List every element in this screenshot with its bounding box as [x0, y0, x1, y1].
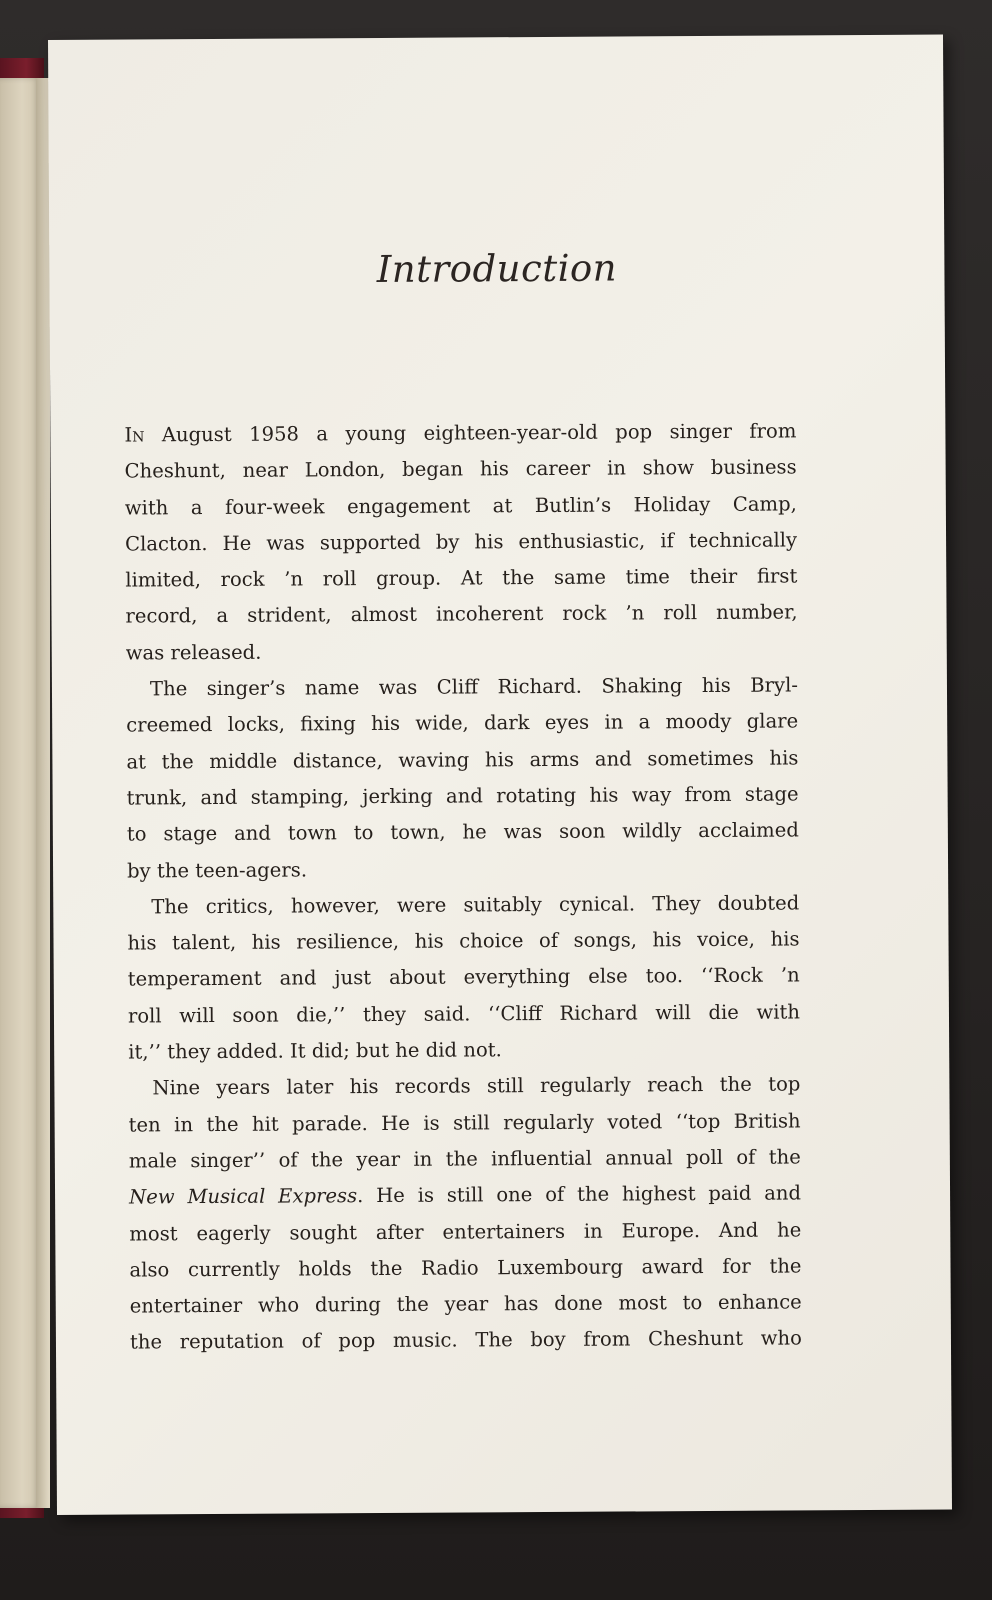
text-line: at the middle distance, waving his arms and sometimes his	[126, 746, 799, 774]
paragraph-1	[124, 413, 798, 671]
chapter-title: Introduction	[376, 246, 618, 291]
text-line: it,’’ they added. It did; but he did not.	[128, 1038, 502, 1064]
text-line: limited, rock ’n roll group. At the same time their first	[125, 564, 798, 592]
text-line: most eagerly sought after entertainers in Europe. And he	[129, 1217, 802, 1246]
text-line: roll will soon die,’’ they said. ‘‘Cliff Richard will die with	[127, 1000, 801, 1028]
text-line: to stage and town to town, he was soon wildly acclaimed	[126, 818, 799, 846]
text-line: ten in the hit parade. He is still regularly voted ‘‘top British	[128, 1109, 801, 1137]
text-line: The critics, however, were suitably cynical. They doubted	[151, 891, 800, 919]
text-line: The singer’s name was Cliff Richard. Shaking his Bryl-	[149, 673, 799, 701]
text-line	[124, 413, 796, 453]
paragraph-4	[128, 1067, 802, 1361]
paragraph-3	[127, 885, 800, 1071]
magazine-title: New Musical Express	[129, 1184, 358, 1209]
body-text	[124, 413, 802, 1361]
text-line: Nine years later his records still regularly reach the top	[152, 1072, 801, 1100]
text-line: trunk, and stamping, jerking and rotating his way from stage	[126, 782, 799, 810]
line-text: . He is still one of the highest paid and	[357, 1181, 802, 1208]
text-line: Cheshunt, near London, began his career in show business	[124, 455, 797, 483]
text-line: his talent, his resilience, his choice of songs, his voice, his	[127, 927, 800, 955]
left-page-edge	[0, 78, 40, 1508]
text-line: record, a strident, almost incoherent rock ’n roll number,	[125, 600, 798, 629]
text-line: male singer’’ of the year in the influential annual poll of the	[128, 1145, 801, 1173]
drop-word: In	[124, 423, 145, 447]
line-text: August 1958 a young eighteen-year-old pop singer from	[144, 419, 797, 447]
paragraph-2	[126, 668, 799, 890]
book-page	[48, 35, 952, 1515]
text-line: temperament and just about everything else too. ‘‘Rock ’n	[127, 963, 800, 991]
text-line: creemed locks, fixing his wide, dark eyes in a moody glare	[126, 709, 799, 737]
text-line: entertainer who during the year has done most to enhance	[129, 1290, 802, 1318]
text-line: the reputation of pop music. The boy from Cheshunt who	[129, 1326, 803, 1354]
text-line	[129, 1176, 801, 1216]
book-gutter	[36, 78, 50, 1508]
text-line: also currently holds the Radio Luxembourg award for the	[129, 1254, 802, 1282]
text-line: Clacton. He was supported by his enthusiastic, if technically	[125, 528, 798, 556]
text-line: was released.	[125, 640, 262, 665]
text-line: by the teen-agers.	[127, 857, 308, 883]
text-line: with a four-week engagement at Butlin’s Holiday Camp,	[124, 492, 797, 520]
